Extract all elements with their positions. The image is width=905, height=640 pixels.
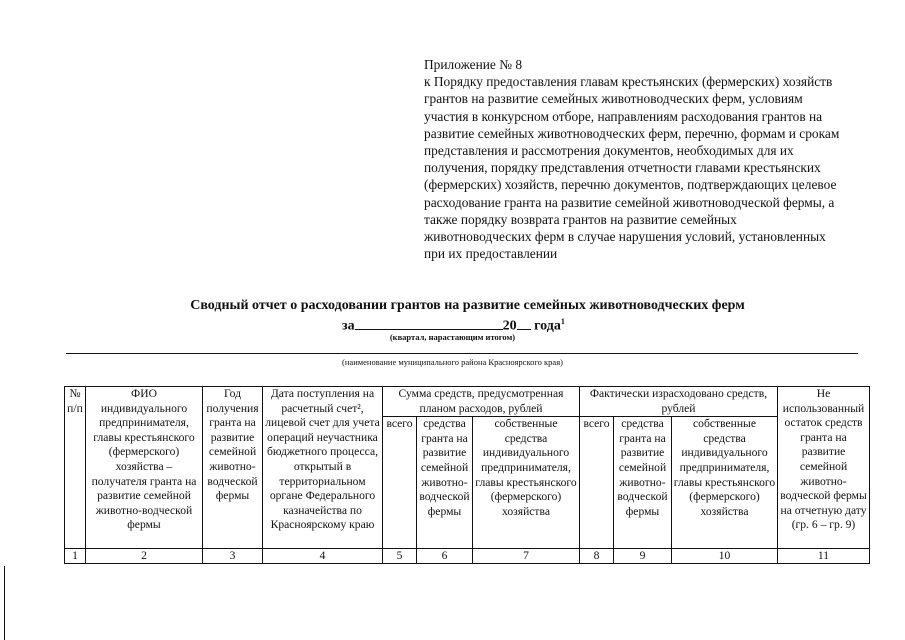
header-year: Год получения гранта на развитие семейной животно-водческой фермы [203, 387, 263, 549]
appendix-title: Приложение № 8 [424, 57, 523, 72]
period-suffix: года [534, 318, 561, 334]
scan-margin-mark [4, 566, 5, 640]
column-number: 8 [580, 549, 614, 564]
column-number: 11 [778, 549, 870, 564]
appendix-block [424, 56, 844, 262]
column-number: 4 [263, 549, 383, 564]
report-table [64, 386, 870, 564]
header-actual-total: всего [580, 417, 614, 549]
header-actual-own: собственные средства индивидуального предпринимателя, главы крестьянского (фермерского) хозяйства [672, 417, 778, 549]
column-numbers-row [65, 549, 870, 564]
header-planned-total: всего [383, 417, 417, 549]
column-number: 5 [383, 549, 417, 564]
report-title: Сводный отчет о расходовании грантов на развитие семейных животноводческих ферм [190, 298, 745, 313]
year-blank [517, 317, 531, 330]
period-year: 20 [502, 318, 517, 334]
header-unused: Не использованный остаток средств гранта на развитие семейной животно-водческой фермы на отчетную дату (гр. 6 – гр. 9) [778, 387, 870, 549]
column-number: 3 [203, 549, 263, 564]
header-planned-own: собственные средства индивидуального предпринимателя, главы крестьянского (фермерского) хозяйства [473, 417, 580, 549]
column-number: 10 [672, 549, 778, 564]
period-footnote: 1 [560, 317, 565, 326]
column-number: 2 [86, 549, 203, 564]
header-actual-grant: средства гранта на развитие семейной животно-водческой фермы [614, 417, 672, 549]
header-planned-grant: средства гранта на развитие семейной животно-водческой фермы [417, 417, 473, 549]
appendix-text: к Порядку предоставления главам крестьянских (фермерских) хозяйств грантов на развитие семейных животноводческих ферм, условиям участия в конкурсном отборе, направлениям расходования грантов на развитие семейных животноводческих ферм, перечню, формам и срокам представления и рассмотрения документов, необходимых для их получения, порядку представления отчетности главами крестьянских (фермерских) хозяйств, перечню документов, подтверждающих целевое расходование гранта на развитие семейной животноводческой фермы, а также порядку возврата грантов на развитие семейных животноводческих ферм в случае нарушения условий, установленных при их предоставлении [424, 74, 840, 262]
header-date: Дата поступления на расчетный счет², лицевой счет для учета операций неучастника бюджетного процесса, открытый в территориальном органе Федерального казначейства по Красноярскому краю [263, 387, 383, 549]
period-note: (квартал, нарастающим итогом) [389, 332, 516, 342]
header-actual: Фактически израсходовано средств, рублей [580, 387, 778, 417]
municipality-note: (наименование муниципального района Красноярского края) [342, 357, 563, 367]
municipality-line [66, 353, 858, 354]
header-planned: Сумма средств, предусмотренная планом расходов, рублей [383, 387, 580, 417]
column-number: 6 [417, 549, 473, 564]
period-prefix: за [342, 318, 355, 334]
header-name: ФИО индивидуального предпринимателя, главы крестьянского (фермерского) хозяйства – получателя гранта на развитие семейной животно-водческой фермы [86, 387, 203, 549]
column-number: 7 [473, 549, 580, 564]
header-no: № п/п [65, 387, 86, 549]
column-number: 1 [65, 549, 86, 564]
period-blank [355, 317, 503, 330]
column-number: 9 [614, 549, 672, 564]
